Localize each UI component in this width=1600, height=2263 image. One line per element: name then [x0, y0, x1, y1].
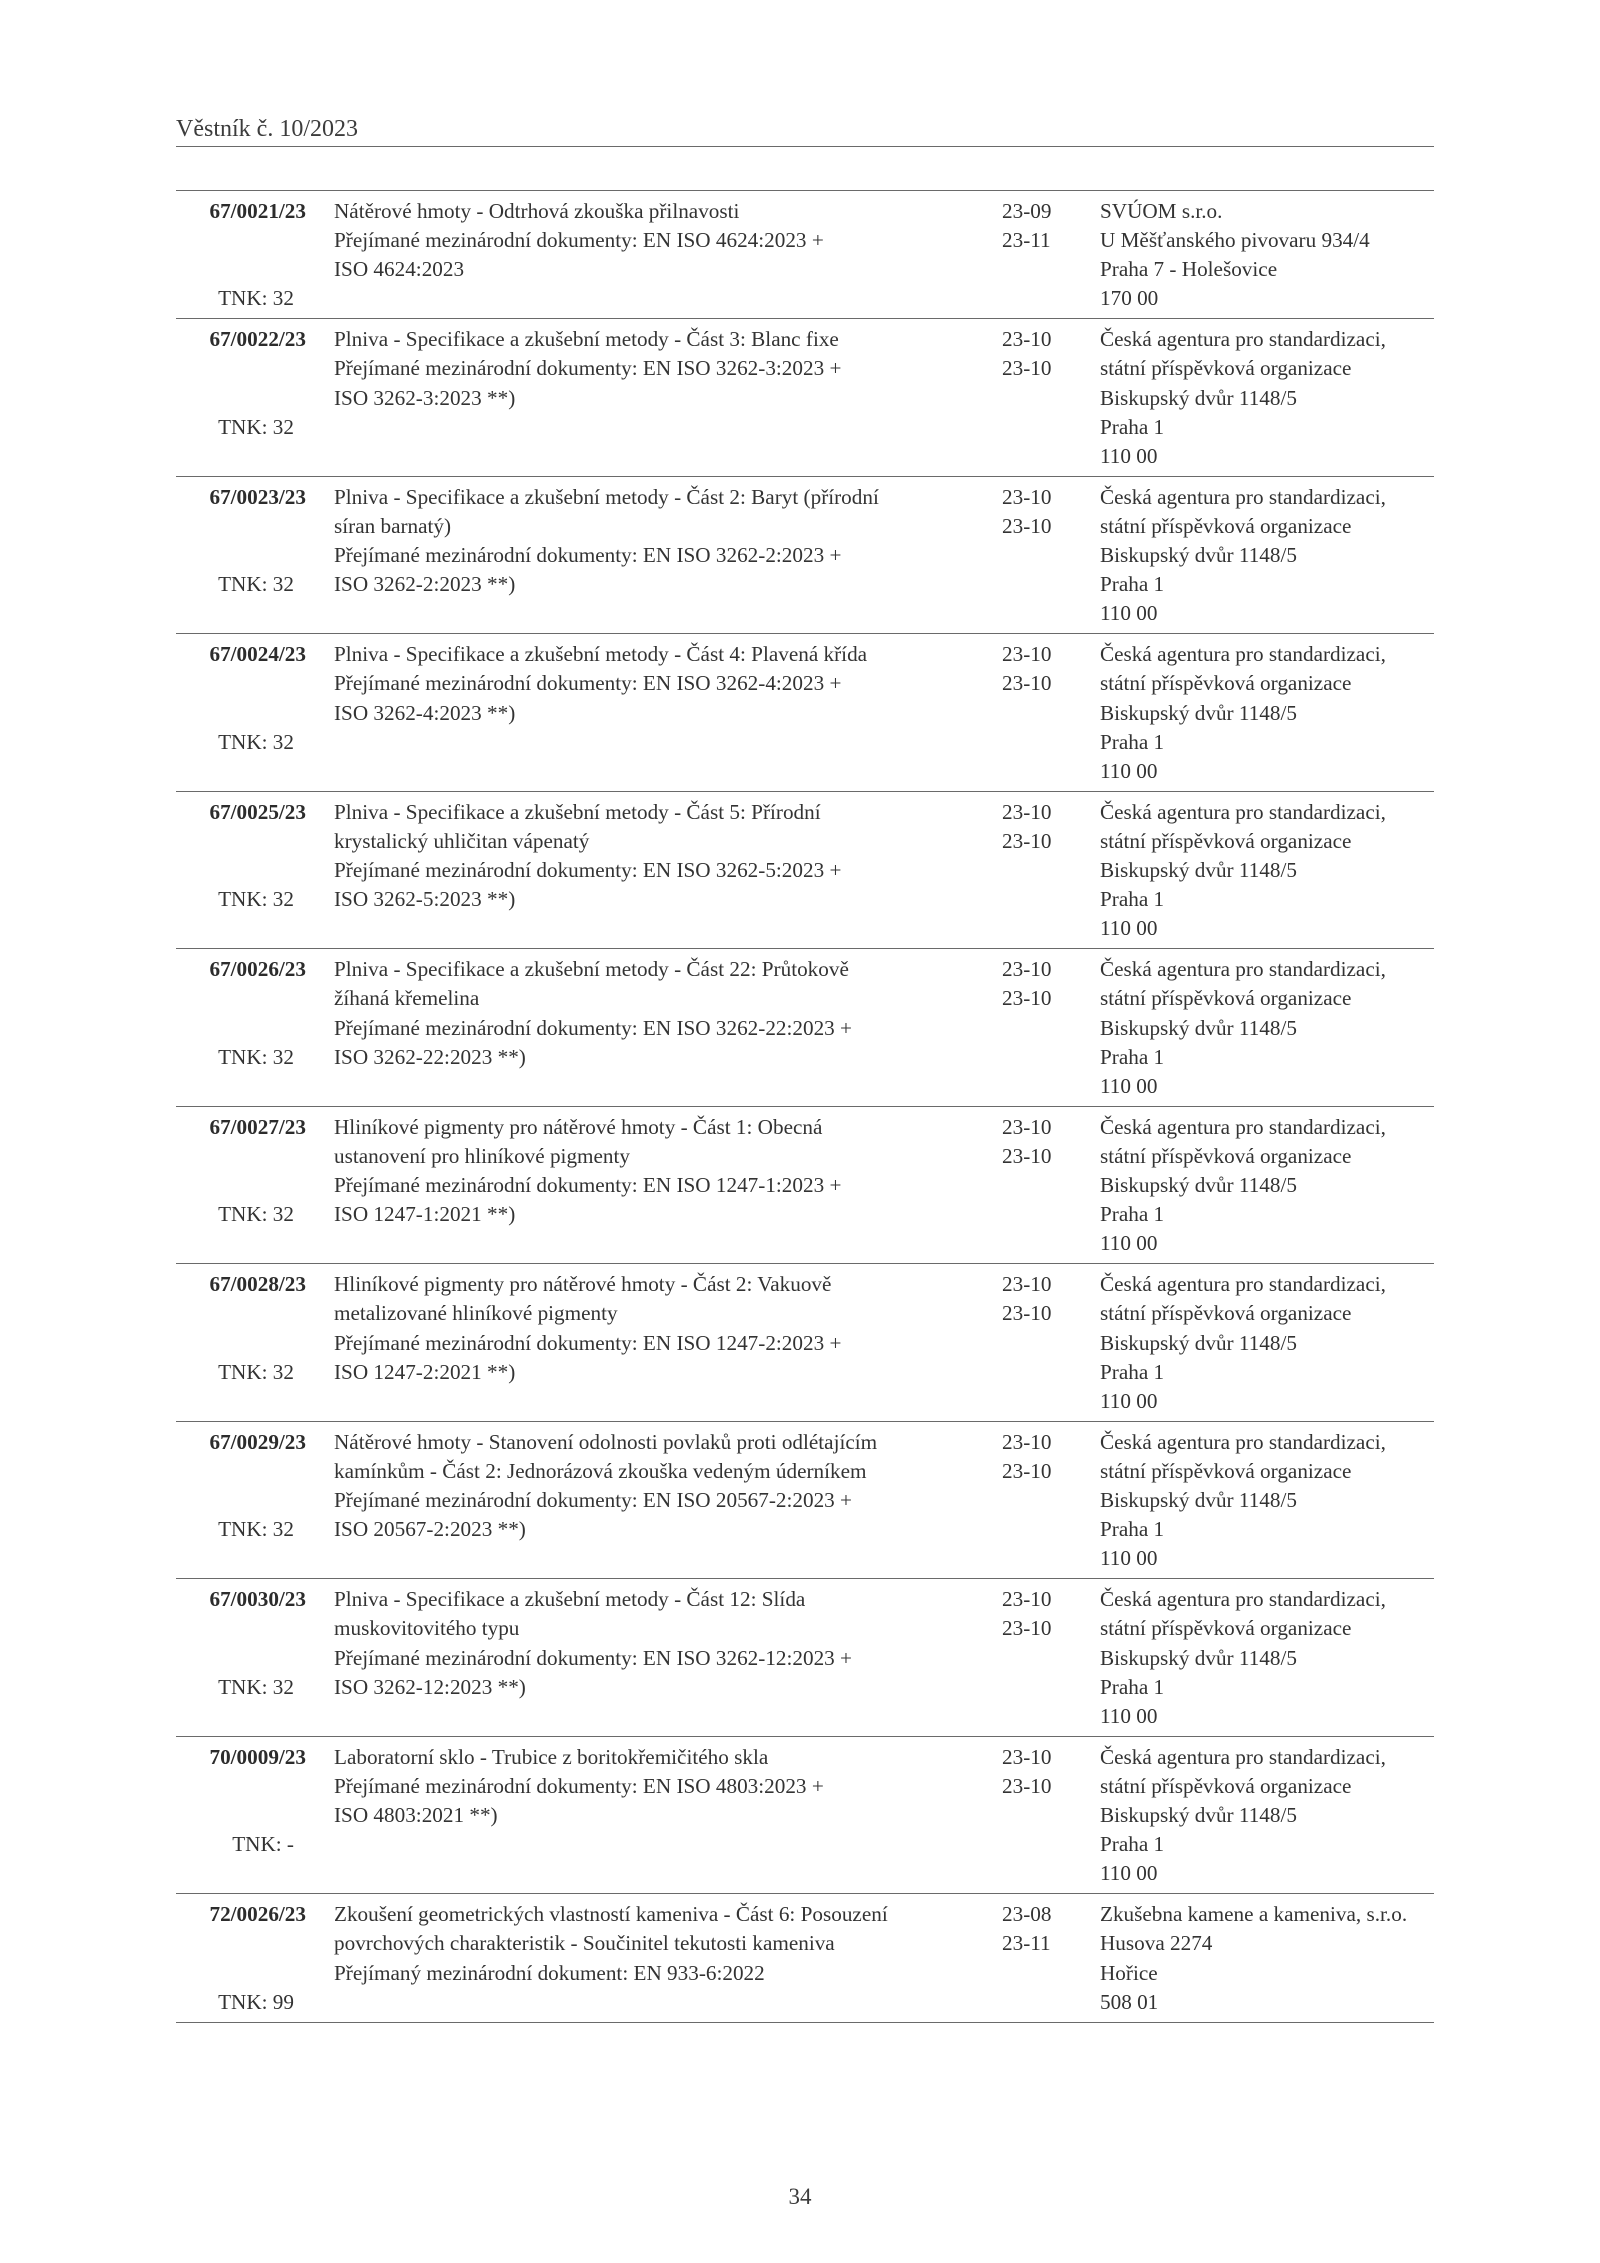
dates	[1002, 1585, 1072, 1643]
title-line: ISO 3262-5:2023 **)	[334, 887, 516, 912]
title-line: ustanovení pro hliníkové pigmenty	[334, 1143, 630, 1168]
tnk-label: TNK: 32	[218, 1517, 294, 1542]
processor-address	[1100, 1585, 1434, 1730]
tnk-label: TNK: 32	[218, 414, 294, 439]
title-line: ISO 3262-3:2023 **)	[334, 385, 516, 410]
processor-address	[1100, 197, 1434, 313]
address-line: Praha 1	[1100, 1044, 1165, 1069]
dates	[1002, 640, 1072, 698]
standard-title	[334, 483, 989, 599]
address-line: státní příspěvková organizace	[1100, 1458, 1352, 1483]
processor-address	[1100, 798, 1434, 943]
address-line: 110 00	[1100, 1388, 1158, 1413]
address-line: Česká agentura pro standardizaci,	[1100, 642, 1386, 667]
tnk-label: TNK: 32	[218, 1359, 294, 1384]
standard-entry-row	[176, 949, 1434, 1107]
address-line: státní příspěvková organizace	[1100, 1301, 1352, 1326]
date-code: 23-11	[1002, 228, 1051, 253]
standard-title	[334, 640, 989, 727]
address-line: Biskupský dvůr 1148/5	[1100, 1488, 1297, 1513]
tnk-label: TNK: 99	[218, 1989, 294, 2014]
address-line: 110 00	[1100, 1703, 1158, 1728]
dates	[1002, 1743, 1072, 1801]
address-line: Biskupský dvůr 1148/5	[1100, 1330, 1297, 1355]
dates	[1002, 1900, 1072, 1958]
date-code: 23-10	[1002, 1301, 1052, 1326]
standard-title	[334, 955, 989, 1071]
title-line: žíhaná křemelina	[334, 986, 480, 1011]
title-line: Přejímané mezinárodní dokumenty: EN ISO 20567-2:2023 +	[334, 1488, 853, 1513]
standard-number: 70/0009/23	[209, 1744, 306, 1769]
processor-address	[1100, 640, 1434, 785]
address-line: státní příspěvková organizace	[1100, 1143, 1352, 1168]
address-line: U Měšťanského pivovaru 934/4	[1100, 228, 1370, 253]
standard-number: 67/0022/23	[209, 327, 306, 352]
title-line: Hliníkové pigmenty pro nátěrové hmoty - Část 1: Obecná	[334, 1114, 823, 1139]
date-code: 23-10	[1002, 327, 1052, 352]
standard-entry-row	[176, 319, 1434, 477]
title-line: ISO 1247-1:2021 **)	[334, 1202, 516, 1227]
standard-number: 72/0026/23	[209, 1902, 306, 1927]
standard-title	[334, 1743, 989, 1830]
address-line: státní příspěvková organizace	[1100, 986, 1352, 1011]
date-code: 23-09	[1002, 199, 1052, 223]
title-line: Zkoušení geometrických vlastností kameniva - Část 6: Posouzení	[334, 1902, 888, 1927]
address-line: 110 00	[1100, 1231, 1158, 1256]
tnk-label: TNK: 32	[218, 887, 294, 912]
address-line: Biskupský dvůr 1148/5	[1100, 1015, 1297, 1040]
title-line: ISO 20567-2:2023 **)	[334, 1517, 526, 1542]
address-line: Praha 1	[1100, 1674, 1165, 1699]
dates	[1002, 798, 1072, 856]
date-code: 23-10	[1002, 1773, 1052, 1798]
title-line: Plniva - Specifikace a zkušební metody - Část 3: Blanc fixe	[334, 327, 839, 352]
address-line: státní příspěvková organizace	[1100, 356, 1352, 381]
standard-title	[334, 1428, 989, 1544]
address-line: Zkušebna kamene a kameniva, s.r.o.	[1100, 1902, 1408, 1927]
standard-entry-row	[176, 634, 1434, 792]
title-line: Přejímané mezinárodní dokumenty: EN ISO 3262-3:2023 +	[334, 356, 842, 381]
tnk-label: TNK: 32	[218, 572, 294, 597]
standard-entry-row	[176, 1107, 1434, 1265]
standard-number: 67/0026/23	[209, 957, 306, 982]
address-line: SVÚOM s.r.o.	[1100, 199, 1223, 223]
address-line: státní příspěvková organizace	[1100, 828, 1352, 853]
bulletin-title: Věstník č. 10/2023	[176, 116, 358, 142]
address-line: Praha 1	[1100, 414, 1165, 439]
address-line: Česká agentura pro standardizaci,	[1100, 1429, 1386, 1454]
standard-entry-row	[176, 1422, 1434, 1580]
address-line: Biskupský dvůr 1148/5	[1100, 1803, 1297, 1828]
address-line: 110 00	[1100, 758, 1158, 783]
address-line: Biskupský dvůr 1148/5	[1100, 543, 1297, 568]
date-code: 23-10	[1002, 1429, 1052, 1454]
address-line: Hořice	[1100, 1960, 1158, 1985]
address-line: 170 00	[1100, 286, 1159, 311]
address-line: Husova 2274	[1100, 1931, 1213, 1956]
tnk-label: TNK: 32	[218, 1202, 294, 1227]
address-line: státní příspěvková organizace	[1100, 671, 1352, 696]
address-line: Česká agentura pro standardizaci,	[1100, 957, 1386, 982]
address-line: 110 00	[1100, 916, 1158, 941]
date-code: 23-10	[1002, 1114, 1052, 1139]
tnk-label: TNK: 32	[218, 1674, 294, 1699]
standard-entry-row	[176, 191, 1434, 319]
title-line: Plniva - Specifikace a zkušební metody - Část 22: Průtokově	[334, 957, 849, 982]
address-line: Praha 1	[1100, 1517, 1165, 1542]
date-code: 23-10	[1002, 1458, 1052, 1483]
title-line: Přejímané mezinárodní dokumenty: EN ISO 3262-22:2023 +	[334, 1015, 853, 1040]
title-line: ISO 3262-2:2023 **)	[334, 572, 516, 597]
address-line: Česká agentura pro standardizaci,	[1100, 1114, 1386, 1139]
standard-entry-row	[176, 1894, 1434, 2022]
address-line: Praha 1	[1100, 887, 1165, 912]
standard-title	[334, 1113, 989, 1229]
title-line: ISO 3262-12:2023 **)	[334, 1674, 526, 1699]
title-line: Plniva - Specifikace a zkušební metody - Část 5: Přírodní	[334, 799, 821, 824]
dates	[1002, 1270, 1072, 1328]
title-line: Hliníkové pigmenty pro nátěrové hmoty - Část 2: Vakuově	[334, 1272, 832, 1297]
processor-address	[1100, 955, 1434, 1100]
address-line: Česká agentura pro standardizaci,	[1100, 327, 1386, 352]
address-line: Praha 1	[1100, 729, 1165, 754]
address-line: Praha 7 - Holešovice	[1100, 257, 1278, 282]
dates	[1002, 483, 1072, 541]
dates	[1002, 1113, 1072, 1171]
processor-address	[1100, 1113, 1434, 1258]
address-line: 110 00	[1100, 601, 1158, 626]
standard-entry-row	[176, 1737, 1434, 1895]
title-line: Přejímané mezinárodní dokumenty: EN ISO 1247-1:2023 +	[334, 1173, 842, 1198]
processor-address	[1100, 1428, 1434, 1573]
address-line: Biskupský dvůr 1148/5	[1100, 858, 1297, 883]
standard-title	[334, 1270, 989, 1386]
standards-table	[176, 190, 1434, 2023]
standard-number: 67/0029/23	[209, 1429, 306, 1454]
title-line: Plniva - Specifikace a zkušební metody - Část 12: Slída	[334, 1587, 806, 1612]
standard-number: 67/0027/23	[209, 1114, 306, 1139]
standard-title	[334, 798, 989, 914]
title-line: Nátěrové hmoty - Odtrhová zkouška přilnavosti	[334, 199, 740, 223]
standard-number: 67/0023/23	[209, 484, 306, 509]
address-line: Praha 1	[1100, 1832, 1165, 1857]
date-code: 23-10	[1002, 1587, 1052, 1612]
date-code: 23-10	[1002, 1744, 1052, 1769]
processor-address	[1100, 483, 1434, 628]
standard-title	[334, 197, 989, 284]
dates	[1002, 1428, 1072, 1486]
standard-number: 67/0030/23	[209, 1587, 306, 1612]
date-code: 23-11	[1002, 1931, 1051, 1956]
title-line: Přejímané mezinárodní dokumenty: EN ISO 3262-5:2023 +	[334, 858, 842, 883]
title-line: Přejímaný mezinárodní dokument: EN 933-6:2022	[334, 1960, 765, 1985]
title-line: ISO 4803:2021 **)	[334, 1803, 498, 1828]
title-line: ISO 3262-4:2023 **)	[334, 700, 516, 725]
title-line: krystalický uhličitan vápenatý	[334, 828, 590, 853]
address-line: Biskupský dvůr 1148/5	[1100, 1173, 1297, 1198]
address-line: Česká agentura pro standardizaci,	[1100, 1744, 1386, 1769]
address-line: Biskupský dvůr 1148/5	[1100, 700, 1297, 725]
title-line: Přejímané mezinárodní dokumenty: EN ISO 3262-2:2023 +	[334, 543, 842, 568]
date-code: 23-10	[1002, 957, 1052, 982]
date-code: 23-10	[1002, 484, 1052, 509]
title-line: ISO 4624:2023	[334, 257, 465, 282]
dates	[1002, 955, 1072, 1013]
title-line: povrchových charakteristik - Součinitel tekutosti kameniva	[334, 1931, 835, 1956]
title-line: Přejímané mezinárodní dokumenty: EN ISO 1247-2:2023 +	[334, 1330, 842, 1355]
tnk-label: TNK: 32	[218, 1044, 294, 1069]
address-line: Česká agentura pro standardizaci,	[1100, 799, 1386, 824]
page-number: 34	[788, 2184, 812, 2209]
address-line: Česká agentura pro standardizaci,	[1100, 1272, 1386, 1297]
title-line: Přejímané mezinárodní dokumenty: EN ISO 3262-12:2023 +	[334, 1645, 853, 1670]
processor-address	[1100, 1270, 1434, 1415]
address-line: státní příspěvková organizace	[1100, 1616, 1352, 1641]
address-line: 110 00	[1100, 1861, 1158, 1886]
title-line: síran barnatý)	[334, 513, 452, 538]
standard-entry-row	[176, 477, 1434, 635]
standard-title	[334, 1585, 989, 1701]
dates	[1002, 325, 1072, 383]
title-line: Přejímané mezinárodní dokumenty: EN ISO 3262-4:2023 +	[334, 671, 842, 696]
standard-number: 67/0025/23	[209, 799, 306, 824]
address-line: Česká agentura pro standardizaci,	[1100, 1587, 1386, 1612]
address-line: 110 00	[1100, 443, 1158, 468]
title-line: muskovitovitého typu	[334, 1616, 520, 1641]
date-code: 23-10	[1002, 1143, 1052, 1168]
title-line: kamínkům - Část 2: Jednorázová zkouška vedeným úderníkem	[334, 1458, 867, 1483]
date-code: 23-10	[1002, 1272, 1052, 1297]
date-code: 23-10	[1002, 799, 1052, 824]
title-line: Plniva - Specifikace a zkušební metody - Část 4: Plavená křída	[334, 642, 868, 667]
title-line: ISO 1247-2:2021 **)	[334, 1359, 516, 1384]
date-code: 23-10	[1002, 356, 1052, 381]
date-code: 23-10	[1002, 671, 1052, 696]
address-line: státní příspěvková organizace	[1100, 1773, 1352, 1798]
dates	[1002, 197, 1072, 255]
processor-address	[1100, 1743, 1434, 1888]
standard-number: 67/0024/23	[209, 642, 306, 667]
address-line: Biskupský dvůr 1148/5	[1100, 385, 1297, 410]
address-line: Česká agentura pro standardizaci,	[1100, 484, 1386, 509]
date-code: 23-08	[1002, 1902, 1052, 1927]
title-line: Laboratorní sklo - Trubice z boritokřemičitého skla	[334, 1744, 769, 1769]
standard-number: 67/0021/23	[209, 199, 306, 223]
address-line: Praha 1	[1100, 1359, 1165, 1384]
address-line: Praha 1	[1100, 572, 1165, 597]
processor-address	[1100, 1900, 1434, 2016]
title-line: Plniva - Specifikace a zkušební metody - Část 2: Baryt (přírodní	[334, 484, 879, 509]
address-line: Praha 1	[1100, 1202, 1165, 1227]
standard-entry-row	[176, 1264, 1434, 1422]
address-line: 110 00	[1100, 1546, 1158, 1571]
standard-number: 67/0028/23	[209, 1272, 306, 1297]
date-code: 23-10	[1002, 1616, 1052, 1641]
standard-entry-row	[176, 1579, 1434, 1737]
date-code: 23-10	[1002, 986, 1052, 1011]
date-code: 23-10	[1002, 513, 1052, 538]
tnk-label: TNK: -	[232, 1832, 294, 1857]
page-header	[176, 112, 1434, 147]
standard-entry-row	[176, 792, 1434, 950]
tnk-label: TNK: 32	[218, 286, 294, 311]
standard-title	[334, 325, 989, 412]
title-line: ISO 3262-22:2023 **)	[334, 1044, 526, 1069]
address-line: 508 01	[1100, 1989, 1159, 2014]
date-code: 23-10	[1002, 828, 1052, 853]
title-line: Nátěrové hmoty - Stanovení odolnosti povlaků proti odlétajícím	[334, 1429, 878, 1454]
address-line: Biskupský dvůr 1148/5	[1100, 1645, 1297, 1670]
processor-address	[1100, 325, 1434, 470]
address-line: 110 00	[1100, 1073, 1158, 1098]
address-line: státní příspěvková organizace	[1100, 513, 1352, 538]
standard-title	[334, 1900, 989, 1987]
tnk-label: TNK: 32	[218, 729, 294, 754]
date-code: 23-10	[1002, 642, 1052, 667]
title-line: Přejímané mezinárodní dokumenty: EN ISO 4803:2023 +	[334, 1773, 824, 1798]
title-line: Přejímané mezinárodní dokumenty: EN ISO 4624:2023 +	[334, 228, 824, 253]
title-line: metalizované hliníkové pigmenty	[334, 1301, 618, 1326]
